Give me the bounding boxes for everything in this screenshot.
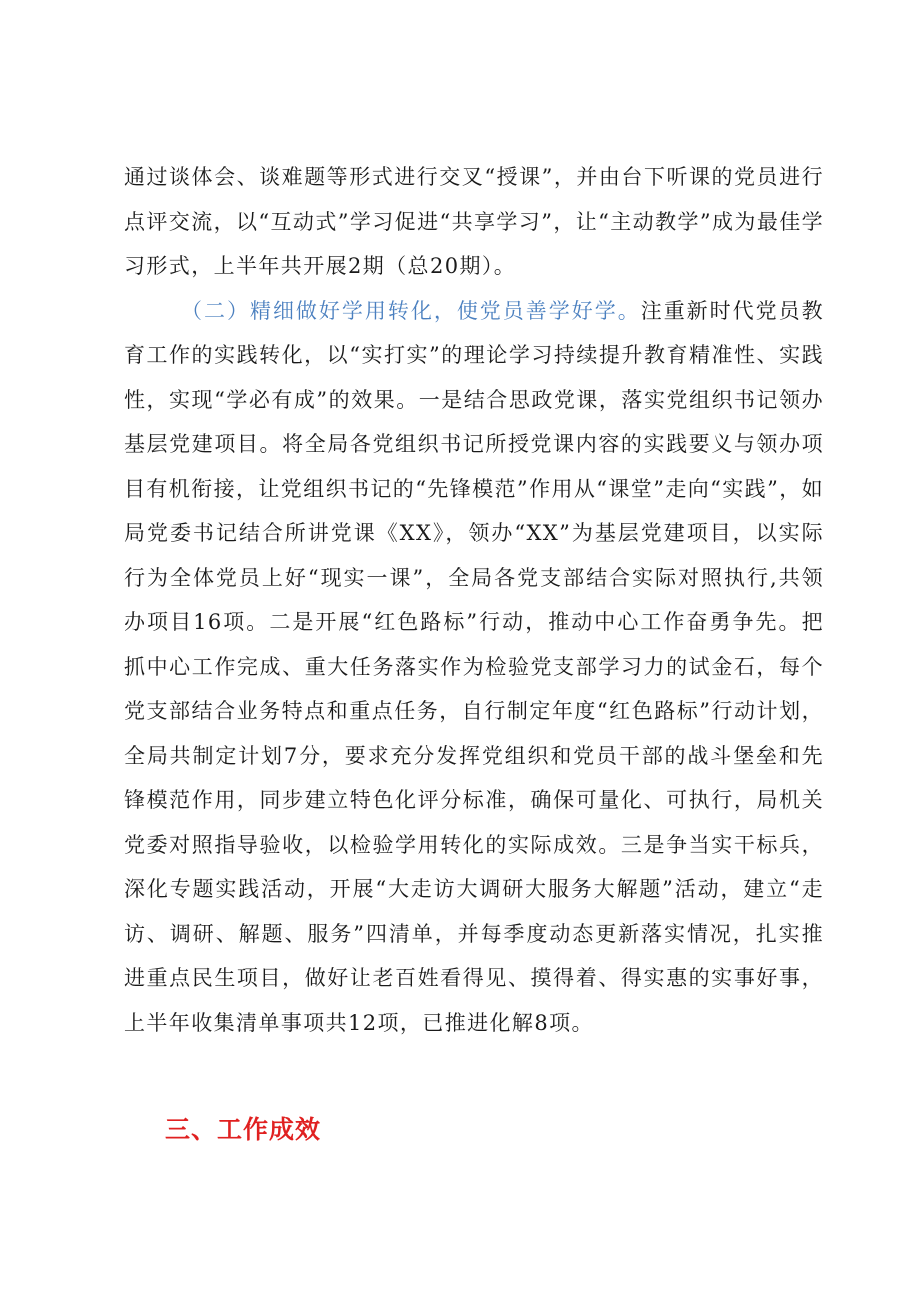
continued-paragraph: 通过谈体会、谈难题等形式进行交叉“授课”，并由台下听课的党员进行点评交流，以“互动式”学习促进“共享学习”，让“主动教学”成为最佳学习形式，上半年共开展2期（总20期）。 [124, 165, 825, 278]
section-heading: 三、工作成效 [165, 1115, 322, 1144]
subsection-body: 注重新时代党员教育工作的实践转化，以“实打实”的理论学习持续提升教育精准性、实践性，实现“学必有成”的效果。一是结合思政党课，落实党组织书记领办基层党建项目。将全局各党组织书记所授党课内容的实践要义与领办项目有机衔接，让党组织书记的“先锋模范”作用从“课堂”走向“实践”，如局党委书记结合所讲党课《XX》，领办“XX”为基层党建项目，以实际行为全体党员上好“现实一课”，全局各党支部结合实际对照执行,共领办项目16项。二是开展“红色路标”行动，推动中心工作奋勇争先。把抓中心工作完成、重大任务落实作为检验党支部学习力的试金石，每个党支部结合业务特点和重点任务，自行制定年度“红色路标”行动计划，全局共制定计划7分，要求充分发挥党组织和党员干部的战斗堡垒和先锋模范作用，同步建立特色化评分标准，确保可量化、可执行，局机关党委对照指导验收，以检验学用转化的实际成效。三是争当实干标兵，深化专题实践活动，开展“大走访大调研大服务大解题”活动，建立“走访、调研、解题、服务”四清单，并每季度动态更新落实情况，扎实推进重点民生项目，做好让老百姓看得见、摸得着、得实惠的实事好事，上半年收集清单事项共12项，已推进化解8项。 [124, 298, 825, 1035]
subsection-heading: （二）精细做好学用转化，使党员善学好学。 [181, 298, 641, 323]
subsection-paragraph [124, 289, 824, 1046]
document-body [124, 155, 824, 1045]
